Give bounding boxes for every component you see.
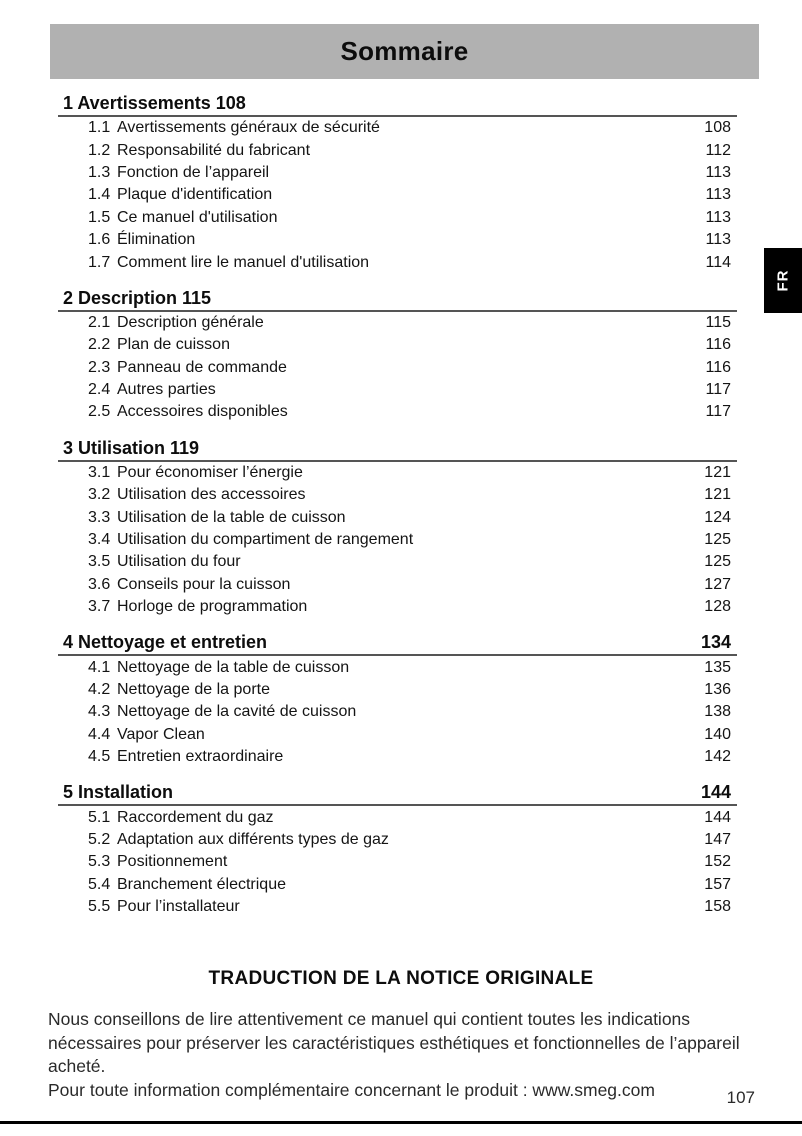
toc-section-header[interactable]	[58, 780, 737, 806]
toc-entry[interactable]	[58, 379, 737, 401]
toc-entry-label: Nettoyage de la cavité de cuisson	[117, 703, 357, 721]
toc-entry[interactable]	[58, 529, 737, 551]
page-number: 107	[726, 1088, 755, 1107]
toc-entry-number: 4.2	[88, 681, 111, 698]
toc-entry-page-number: 157	[704, 875, 731, 893]
toc-entry[interactable]	[58, 462, 737, 484]
toc-entry-label: Utilisation du compartiment de rangement	[117, 531, 414, 549]
toc-entry-label: Comment lire le manuel d'utilisation	[117, 253, 370, 271]
toc-entry-label: Adaptation aux différents types de gaz	[117, 830, 389, 848]
toc-entry-label: Description générale	[117, 313, 264, 331]
toc-entry-page-number: 108	[704, 119, 731, 137]
toc-entry[interactable]	[58, 334, 737, 356]
toc-section-title: 3 Utilisation 119	[63, 437, 200, 458]
toc-section-page-number: 144	[700, 782, 731, 803]
toc-entry-number: 5.2	[88, 830, 111, 848]
toc-entry-page-number: 121	[704, 486, 731, 504]
toc-section-title: 4 Nettoyage et entretien	[63, 632, 268, 653]
toc-section-header[interactable]	[58, 630, 737, 656]
toc-entry-label: Élimination	[117, 231, 196, 249]
toc-entry-number: 1.7	[88, 253, 111, 271]
toc-entry-page-number: 113	[705, 231, 731, 249]
toc-entry-label: Conseils pour la cuisson	[117, 575, 291, 593]
toc-entry-page-number: 117	[705, 403, 731, 421]
toc-section-page-number: 134	[700, 632, 731, 653]
toc-entry-label: Nettoyage de la porte	[117, 681, 270, 698]
toc-entry-number: 1.5	[88, 208, 111, 226]
toc-entry-page-number: 124	[704, 508, 731, 526]
toc-entry-page-number: 144	[704, 808, 731, 826]
toc-entry-label: Plan de cuisson	[117, 336, 230, 354]
toc-entry-number: 3.5	[88, 553, 111, 571]
toc-entry-label: Ce manuel d'utilisation	[117, 208, 278, 226]
toc-entry-page-number: 125	[704, 553, 731, 571]
toc-entry-label: Utilisation des accessoires	[117, 486, 306, 504]
toc-entry[interactable]	[58, 656, 737, 678]
toc-entry[interactable]	[58, 746, 737, 768]
toc-entry-number: 3.2	[88, 486, 111, 504]
toc-entry[interactable]	[58, 401, 737, 423]
page-header-bar	[50, 24, 759, 79]
toc-entry-page-number: 127	[704, 575, 731, 593]
toc-entry-number: 3.4	[88, 531, 111, 549]
toc-section-title: 2 Description 115	[63, 287, 212, 308]
toc-entry[interactable]	[58, 229, 737, 251]
toc-entry[interactable]	[58, 851, 737, 873]
toc-entry-label: Avertissements généraux de sécurité	[117, 119, 380, 137]
translation-notice-heading: TRADUCTION DE LA NOTICE ORIGINALE	[208, 968, 594, 989]
toc-entry-page-number: 136	[704, 681, 731, 698]
toc-entry-label: Fonction de l’appareil	[117, 163, 270, 181]
toc-entry[interactable]	[58, 162, 737, 184]
toc-section	[58, 436, 737, 619]
toc-entry-page-number: 158	[704, 898, 731, 916]
toc-entry-number: 2.3	[88, 358, 111, 376]
toc-entry-number: 3.3	[88, 508, 111, 526]
toc-entry-label: Plaque d'identification	[117, 186, 273, 204]
toc-entry[interactable]	[58, 251, 737, 273]
toc-entry-number: 4.1	[88, 658, 111, 676]
toc-entry-page-number: 142	[704, 748, 731, 766]
toc-entry-page-number: 128	[704, 598, 731, 616]
toc-entry-label: Raccordement du gaz	[117, 808, 274, 826]
toc-section	[58, 91, 737, 274]
toc-entry-page-number: 147	[704, 830, 731, 848]
toc-entry-page-number: 114	[705, 253, 731, 271]
toc-entry-page-number: 115	[705, 313, 731, 331]
toc-entry-page-number: 113	[705, 163, 731, 181]
toc-entry-page-number: 113	[705, 186, 731, 204]
toc-entry-page-number: 112	[705, 141, 731, 159]
toc-entry-number: 4.5	[88, 748, 111, 766]
toc-entry-page-number: 140	[704, 725, 731, 743]
toc-entry[interactable]	[58, 701, 737, 723]
bottom-rule	[0, 1121, 802, 1124]
toc-entry-number: 1.1	[88, 119, 111, 137]
toc-entry-page-number: 152	[704, 853, 731, 871]
footer-paragraph-advice: Nous conseillons de lire attentivement ce manuel qui contient toutes les indications nécessaires pour préserver les caractéristiques esthétiques et fonctionnelles de l’appareil acheté.	[48, 1009, 740, 1076]
toc-entry[interactable]	[58, 184, 737, 206]
toc-entry-label: Panneau de commande	[117, 358, 287, 376]
toc-section	[58, 780, 737, 918]
toc-entry-label: Positionnement	[117, 853, 228, 871]
toc-entry-label: Pour l’installateur	[117, 898, 240, 916]
toc-entry-label: Horloge de programmation	[117, 598, 308, 616]
toc-entry[interactable]	[58, 679, 737, 701]
toc-section-header[interactable]	[58, 286, 737, 312]
toc-entry[interactable]	[58, 724, 737, 746]
toc-entry-page-number: 113	[705, 208, 731, 226]
toc-entry-label: Entretien extraordinaire	[117, 748, 284, 766]
footer-paragraph-website: Pour toute information complémentaire concernant le produit : www.smeg.com	[48, 1079, 655, 1100]
toc-entry[interactable]	[58, 896, 737, 918]
toc-entry-number: 1.6	[88, 231, 111, 249]
toc-entry-page-number: 138	[704, 703, 731, 721]
toc-entry-number: 3.1	[88, 463, 111, 481]
toc-entry[interactable]	[58, 506, 737, 528]
toc-entry-label: Responsabilité du fabricant	[117, 141, 311, 159]
toc-section-entries	[58, 656, 737, 768]
toc-section-title: 5 Installation	[63, 782, 174, 803]
toc-entry-number: 1.2	[88, 141, 111, 159]
toc-entry-number: 4.3	[88, 703, 111, 721]
toc-entry-number: 3.7	[88, 598, 111, 616]
toc-section-title: 1 Avertissements 108	[63, 93, 246, 113]
toc-entry-number: 1.3	[88, 163, 111, 181]
toc-entry[interactable]	[58, 596, 737, 618]
toc-entry[interactable]	[58, 312, 737, 334]
toc-section-entries	[58, 806, 737, 918]
toc-entry[interactable]	[58, 551, 737, 573]
toc-entry-number: 2.4	[88, 381, 111, 399]
toc-entry[interactable]	[58, 484, 737, 506]
toc-entry-label: Nettoyage de la table de cuisson	[117, 658, 350, 676]
toc-entry-label: Autres parties	[117, 381, 216, 399]
toc-entry-number: 5.5	[88, 898, 111, 916]
toc-entry-number: 2.5	[88, 403, 111, 421]
toc-entry[interactable]	[58, 117, 737, 139]
toc-section-entries	[58, 462, 737, 619]
toc-section	[58, 286, 737, 424]
toc-entry-page-number: 117	[705, 381, 731, 399]
toc-entry-number: 2.1	[88, 313, 111, 331]
toc-entry[interactable]	[58, 806, 737, 828]
toc-entry-number: 5.1	[88, 808, 111, 826]
toc-section-header[interactable]	[58, 436, 737, 462]
toc-entry-page-number: 135	[704, 658, 731, 676]
language-tab-label: FR	[774, 269, 792, 292]
toc-entry-number: 4.4	[88, 725, 111, 743]
toc-section-entries	[58, 117, 737, 274]
toc-entry-number: 5.3	[88, 853, 111, 871]
toc-section-entries	[58, 312, 737, 424]
toc-entry-label: Utilisation de la table de cuisson	[117, 508, 346, 526]
toc-entry-page-number: 125	[704, 531, 731, 549]
toc-entry[interactable]	[58, 357, 737, 379]
table-of-contents	[58, 79, 737, 918]
language-tab	[764, 248, 802, 313]
toc-entry-page-number: 121	[704, 463, 731, 481]
toc-entry-page-number: 116	[705, 336, 731, 354]
toc-entry-label: Pour économiser l’énergie	[117, 463, 303, 481]
toc-entry-label: Vapor Clean	[117, 725, 205, 743]
toc-entry-label: Accessoires disponibles	[117, 403, 288, 421]
footer-paragraphs	[48, 1008, 760, 1102]
toc-entry-number: 3.6	[88, 575, 111, 593]
toc-entry[interactable]	[58, 574, 737, 596]
page-title: Sommaire	[340, 36, 469, 66]
toc-entry[interactable]	[58, 874, 737, 896]
toc-entry-number: 1.4	[88, 186, 111, 204]
toc-entry[interactable]	[58, 829, 737, 851]
toc-section-header[interactable]	[58, 91, 737, 117]
toc-entry[interactable]	[58, 207, 737, 229]
toc-entry-label: Branchement électrique	[117, 875, 286, 893]
toc-entry-number: 2.2	[88, 336, 111, 354]
toc-entry-number: 5.4	[88, 875, 111, 893]
toc-entry-label: Utilisation du four	[117, 553, 241, 571]
toc-entry-page-number: 116	[705, 358, 731, 376]
toc-section	[58, 630, 737, 768]
toc-entry[interactable]	[58, 139, 737, 161]
